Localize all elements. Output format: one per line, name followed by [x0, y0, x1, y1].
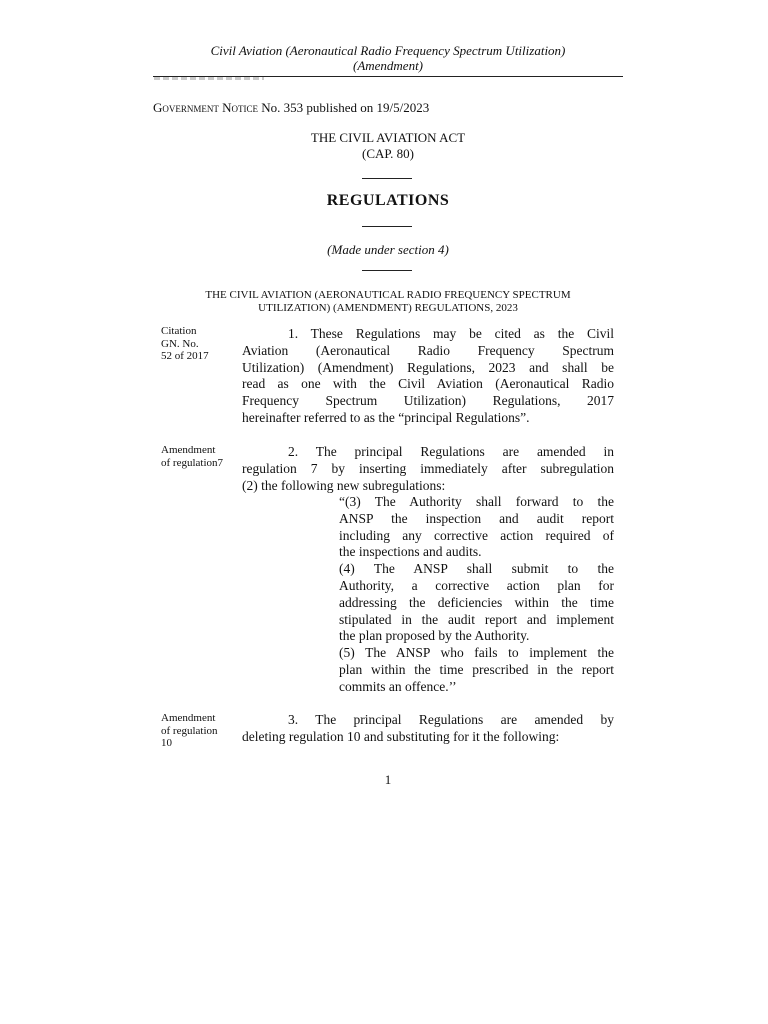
long-title-line-1: THE CIVIL AVIATION (AERONAUTICAL RADIO FREQUENCY SPECTRUM — [205, 289, 571, 301]
quote-line: addressing the deficiencies within the time — [339, 594, 614, 610]
made-under-section: (Made under section 4) — [327, 242, 449, 257]
separator-rule — [362, 270, 412, 271]
quote-line: commits an offence.’’ — [339, 678, 457, 694]
section-3-paragraph — [242, 712, 614, 746]
paragraph-line: deleting regulation 10 and substituting for it the following: — [242, 728, 560, 744]
margin-note-line: Amendment — [161, 444, 216, 456]
running-header-line-1: Civil Aviation (Aeronautical Radio Frequency Spectrum Utilization) — [210, 43, 566, 58]
page-number: 1 — [384, 772, 392, 787]
quote-line: the inspections and audits. — [339, 544, 482, 560]
paragraph-line: 1. These Regulations may be cited as the Civil — [288, 326, 614, 341]
quote-line: the plan proposed by the Authority. — [339, 628, 530, 644]
margin-note-line: of regulation — [161, 724, 218, 737]
paragraph-line: hereinafter referred to as the “principal Regulations”. — [242, 409, 530, 425]
header-ghost-text — [154, 77, 264, 80]
quote-line: (4) The ANSP shall submit to the — [339, 561, 614, 577]
government-notice-label: Government Notice — [153, 100, 259, 115]
section-1-paragraph — [242, 326, 614, 427]
quote-line: stipulated in the audit report and implement — [339, 611, 614, 627]
quote-line: including any corrective action required of — [339, 527, 614, 543]
paragraph-line: read as one with the Civil Aviation (Aeronautical Radio — [242, 376, 614, 392]
quote-line: (5) The ANSP who fails to implement the — [339, 645, 614, 661]
separator-rule — [362, 178, 412, 179]
regulations-long-title — [153, 289, 623, 315]
running-header — [150, 43, 626, 73]
separator-rule — [362, 226, 412, 227]
long-title-line-2: UTILIZATION) (AMENDMENT) REGULATIONS, 2023 — [258, 302, 518, 314]
paragraph-line: 2. The principal Regulations are amended in — [288, 444, 614, 459]
paragraph-line: 3. The principal Regulations are amended by — [288, 712, 614, 727]
paragraph-line: (2) the following new subregulations: — [242, 477, 446, 493]
margin-note-line: of regulation7 — [161, 456, 224, 469]
quote-line: plan within the time prescribed in the report — [339, 661, 614, 677]
act-chapter: (CAP. 80) — [361, 146, 414, 161]
margin-note-line: GN. No. — [161, 337, 199, 350]
margin-note-line: 52 of 2017 — [161, 350, 209, 362]
margin-note-amendment-reg-7 — [161, 444, 243, 469]
government-notice-line — [153, 100, 429, 116]
margin-note-amendment-reg-10 — [161, 712, 243, 750]
quote-line: “(3) The Authority shall forward to the — [339, 494, 614, 509]
margin-note-line: Amendment — [161, 712, 216, 724]
section-2-paragraph — [242, 444, 614, 494]
paragraph-line: Aviation (Aeronautical Radio Frequency Spectrum — [242, 342, 614, 358]
margin-note-citation — [161, 325, 243, 363]
new-subregulations-quote — [339, 494, 614, 696]
quote-line: ANSP the inspection and audit report — [339, 510, 614, 526]
government-notice-details: No. 353 published on 19/5/2023 — [258, 100, 430, 115]
paragraph-line: regulation 7 by inserting immediately after subregulation — [242, 460, 614, 476]
quote-line: Authority, a corrective action plan for — [339, 577, 614, 593]
act-title: THE CIVIL AVIATION ACT — [310, 130, 466, 145]
margin-note-line: Citation — [161, 325, 197, 337]
running-header-line-2: (Amendment) — [352, 58, 424, 73]
paragraph-line: Utilization) (Amendment) Regulations, 2023 and shall be — [242, 359, 614, 375]
paragraph-line: Frequency Spectrum Utilization) Regulations, 2017 — [242, 393, 614, 409]
margin-note-line: 10 — [161, 737, 172, 749]
regulations-heading: REGULATIONS — [326, 192, 450, 209]
